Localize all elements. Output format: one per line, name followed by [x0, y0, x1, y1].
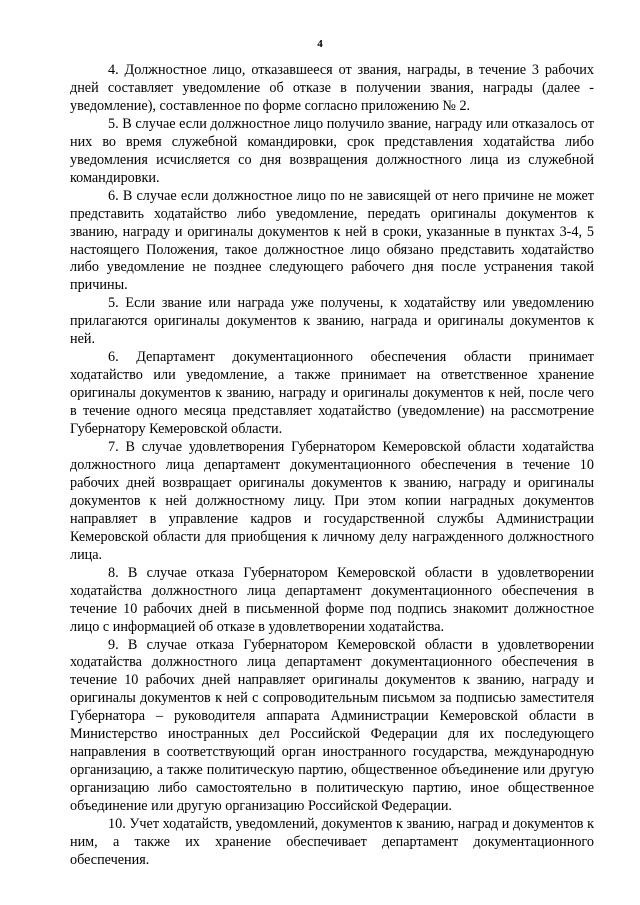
paragraph-item-5: 5. В случае если должностное лицо получило звание, награду или отказалось от них во время служебной командировки, срок представления ходатайства либо уведомления исчисляется со дня возвращения должностного лица из служебной командировки.: [70, 115, 594, 186]
paragraph-item-10: 10. Учет ходатайств, уведомлений, документов к званию, наград и документов к ним, а также их хранение обеспечивает департамент документационного обеспечения.: [70, 816, 594, 868]
paragraph-item-6: 6. В случае если должностное лицо по не зависящей от него причине не может представить ходатайство либо уведомление, передать оригиналы документов к званию, награду и оригиналы документов к ней в сроки, указанные в пунктах 3-4, 5 настоящего Положения, такое должностное лицо обязано представить ходатайство либо уведомление не позднее следующего рабочего дня после устранения такой причины.: [70, 187, 594, 294]
paragraph-item-8: 8. В случае отказа Губернатором Кемеровской области в удовлетворении ходатайства должностного лица департамент документационного обеспечения в течение 10 рабочих дней в письменной форме под подпись знакомит должностное лицо с информацией об отказе в удовлетворении ходатайства.: [70, 564, 594, 635]
document-body: [70, 62, 594, 870]
paragraph-item-4: 4. Должностное лицо, отказавшееся от звания, награды, в течение 3 рабочих дней составляет уведомление об отказе в получении звания, награды (далее - уведомление), составленное по форме согласно приложению № 2.: [70, 62, 594, 114]
paragraph-item-9: 9. В случае отказа Губернатором Кемеровской области в удовлетворении ходатайства должностного лица департамент документационного обеспечения в течение 10 рабочих дней направляет оригиналы документов к званию, награду и оригиналы документов к ней с сопроводительным письмом за подписью заместителя Губернатора – руководителя аппарата Администрации Кемеровской области в Министерство иностранных дел Российской Федерации для их последующего направления в соответствующий орган иностранного государства, международную организацию, а также политическую партию, общественное объединение или другую организацию либо самостоятельно в политическую партию, иное общественное объединение или другую организацию Российской Федерации.: [70, 636, 594, 815]
paragraph-item-6-department: 6. Департамент документационного обеспечения области принимает ходатайство или уведомление, а также принимает на ответственное хранение оригиналы документов к званию, награду и оригиналы документов к ней, после чего в течение одного месяца представляет ходатайство (уведомление) на рассмотрение Губернатору Кемеровской области.: [70, 349, 594, 438]
paragraph-item-5-attachments: 5. Если звание или награда уже получены, к ходатайству или уведомлению прилагаются оригиналы документов к званию, награда и оригиналы документов к ней.: [70, 295, 594, 348]
paragraph-item-7: 7. В случае удовлетворения Губернатором Кемеровской области ходатайства должностного лица департамент документационного обеспечения в течение 10 рабочих дней возвращает оригиналы документов к званию, награду и оригиналы документов к ней должностному лицу. При этом копии наградных документов направляет в управление кадров и государственной службы Администрации Кемеровской области для приобщения к личному делу награжденного должностного лица.: [70, 439, 594, 563]
page-number: 4: [317, 38, 323, 50]
